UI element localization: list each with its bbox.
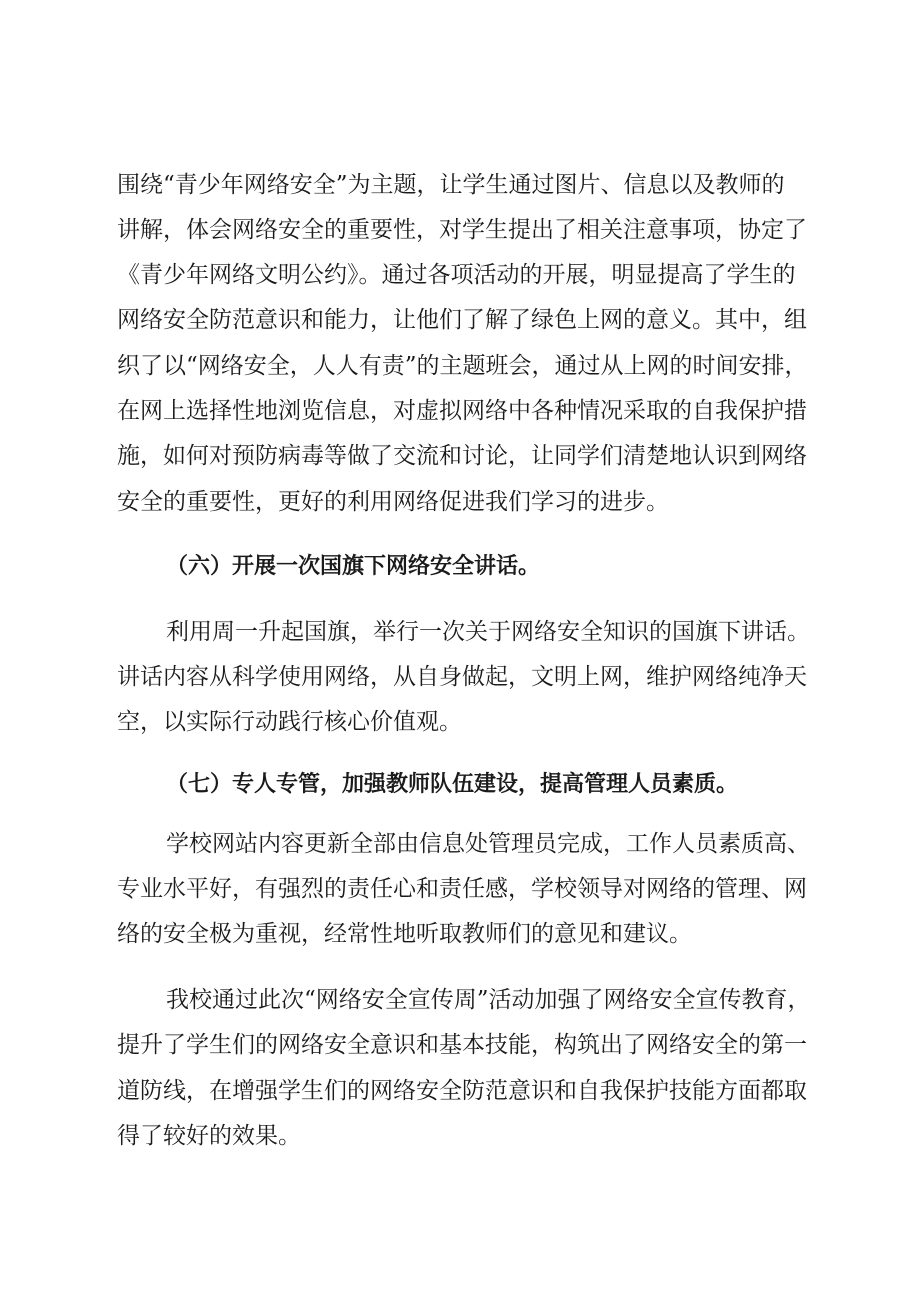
text-line: 《青少年网络文明公约》。通过各项活动的开展，明显提高了学生的 xyxy=(117,262,796,288)
text-line: 安全的重要性，更好的利用网络促进我们学习的进步。 xyxy=(117,489,669,515)
text-line: 专业水平好，有强烈的责任心和责任感，学校领导对网络的管理、网 xyxy=(117,876,807,902)
section-heading-6: （六）开展一次国旗下网络安全讲话。 xyxy=(166,554,541,579)
text-line: 络的安全极为重视，经常性地听取教师们的意见和建议。 xyxy=(117,921,692,947)
text-line: 网络安全防范意识和能力，让他们了解了绿色上网的意义。其中，组 xyxy=(117,307,807,333)
text-line: 在网上选择性地浏览信息，对虚拟网络中各种情况采取的自我保护措 xyxy=(117,398,807,424)
text-line: 空，以实际行动践行核心价值观。 xyxy=(117,709,462,735)
text-line: 学校网站内容更新全部由信息处管理员完成，工作人员素质高、 xyxy=(166,831,810,857)
text-line: 围绕“青少年网络安全”为主题，让学生通过图片、信息以及教师的 xyxy=(117,172,785,198)
text-line: 我校通过此次“网络安全宣传周”活动加强了网络安全宣传教育， xyxy=(166,987,811,1013)
text-line: 利用周一升起国旗，举行一次关于网络安全知识的国旗下讲话。 xyxy=(166,619,810,645)
text-line: 讲话内容从科学使用网络，从自身做起，文明上网，维护网络纯净天 xyxy=(117,664,807,690)
text-line: 讲解，体会网络安全的重要性，对学生提出了相关注意事项，协定了 xyxy=(117,217,807,243)
text-line: 提升了学生们的网络安全意识和基本技能，构筑出了网络安全的第一 xyxy=(117,1032,807,1058)
text-line: 道防线，在增强学生们的网络安全防范意识和自我保护技能方面都取 xyxy=(117,1078,807,1104)
text-line: 得了较好的效果。 xyxy=(117,1123,301,1149)
text-line: 织了以“网络安全，人人有责”的主题班会，通过从上网的时间安排， xyxy=(117,353,808,379)
section-heading-7: （七）专人专管，加强教师队伍建设，提高管理人员素质。 xyxy=(166,772,739,797)
text-line: 施，如何对预防病毒等做了交流和讨论，让同学们清楚地认识到网络 xyxy=(117,443,807,469)
